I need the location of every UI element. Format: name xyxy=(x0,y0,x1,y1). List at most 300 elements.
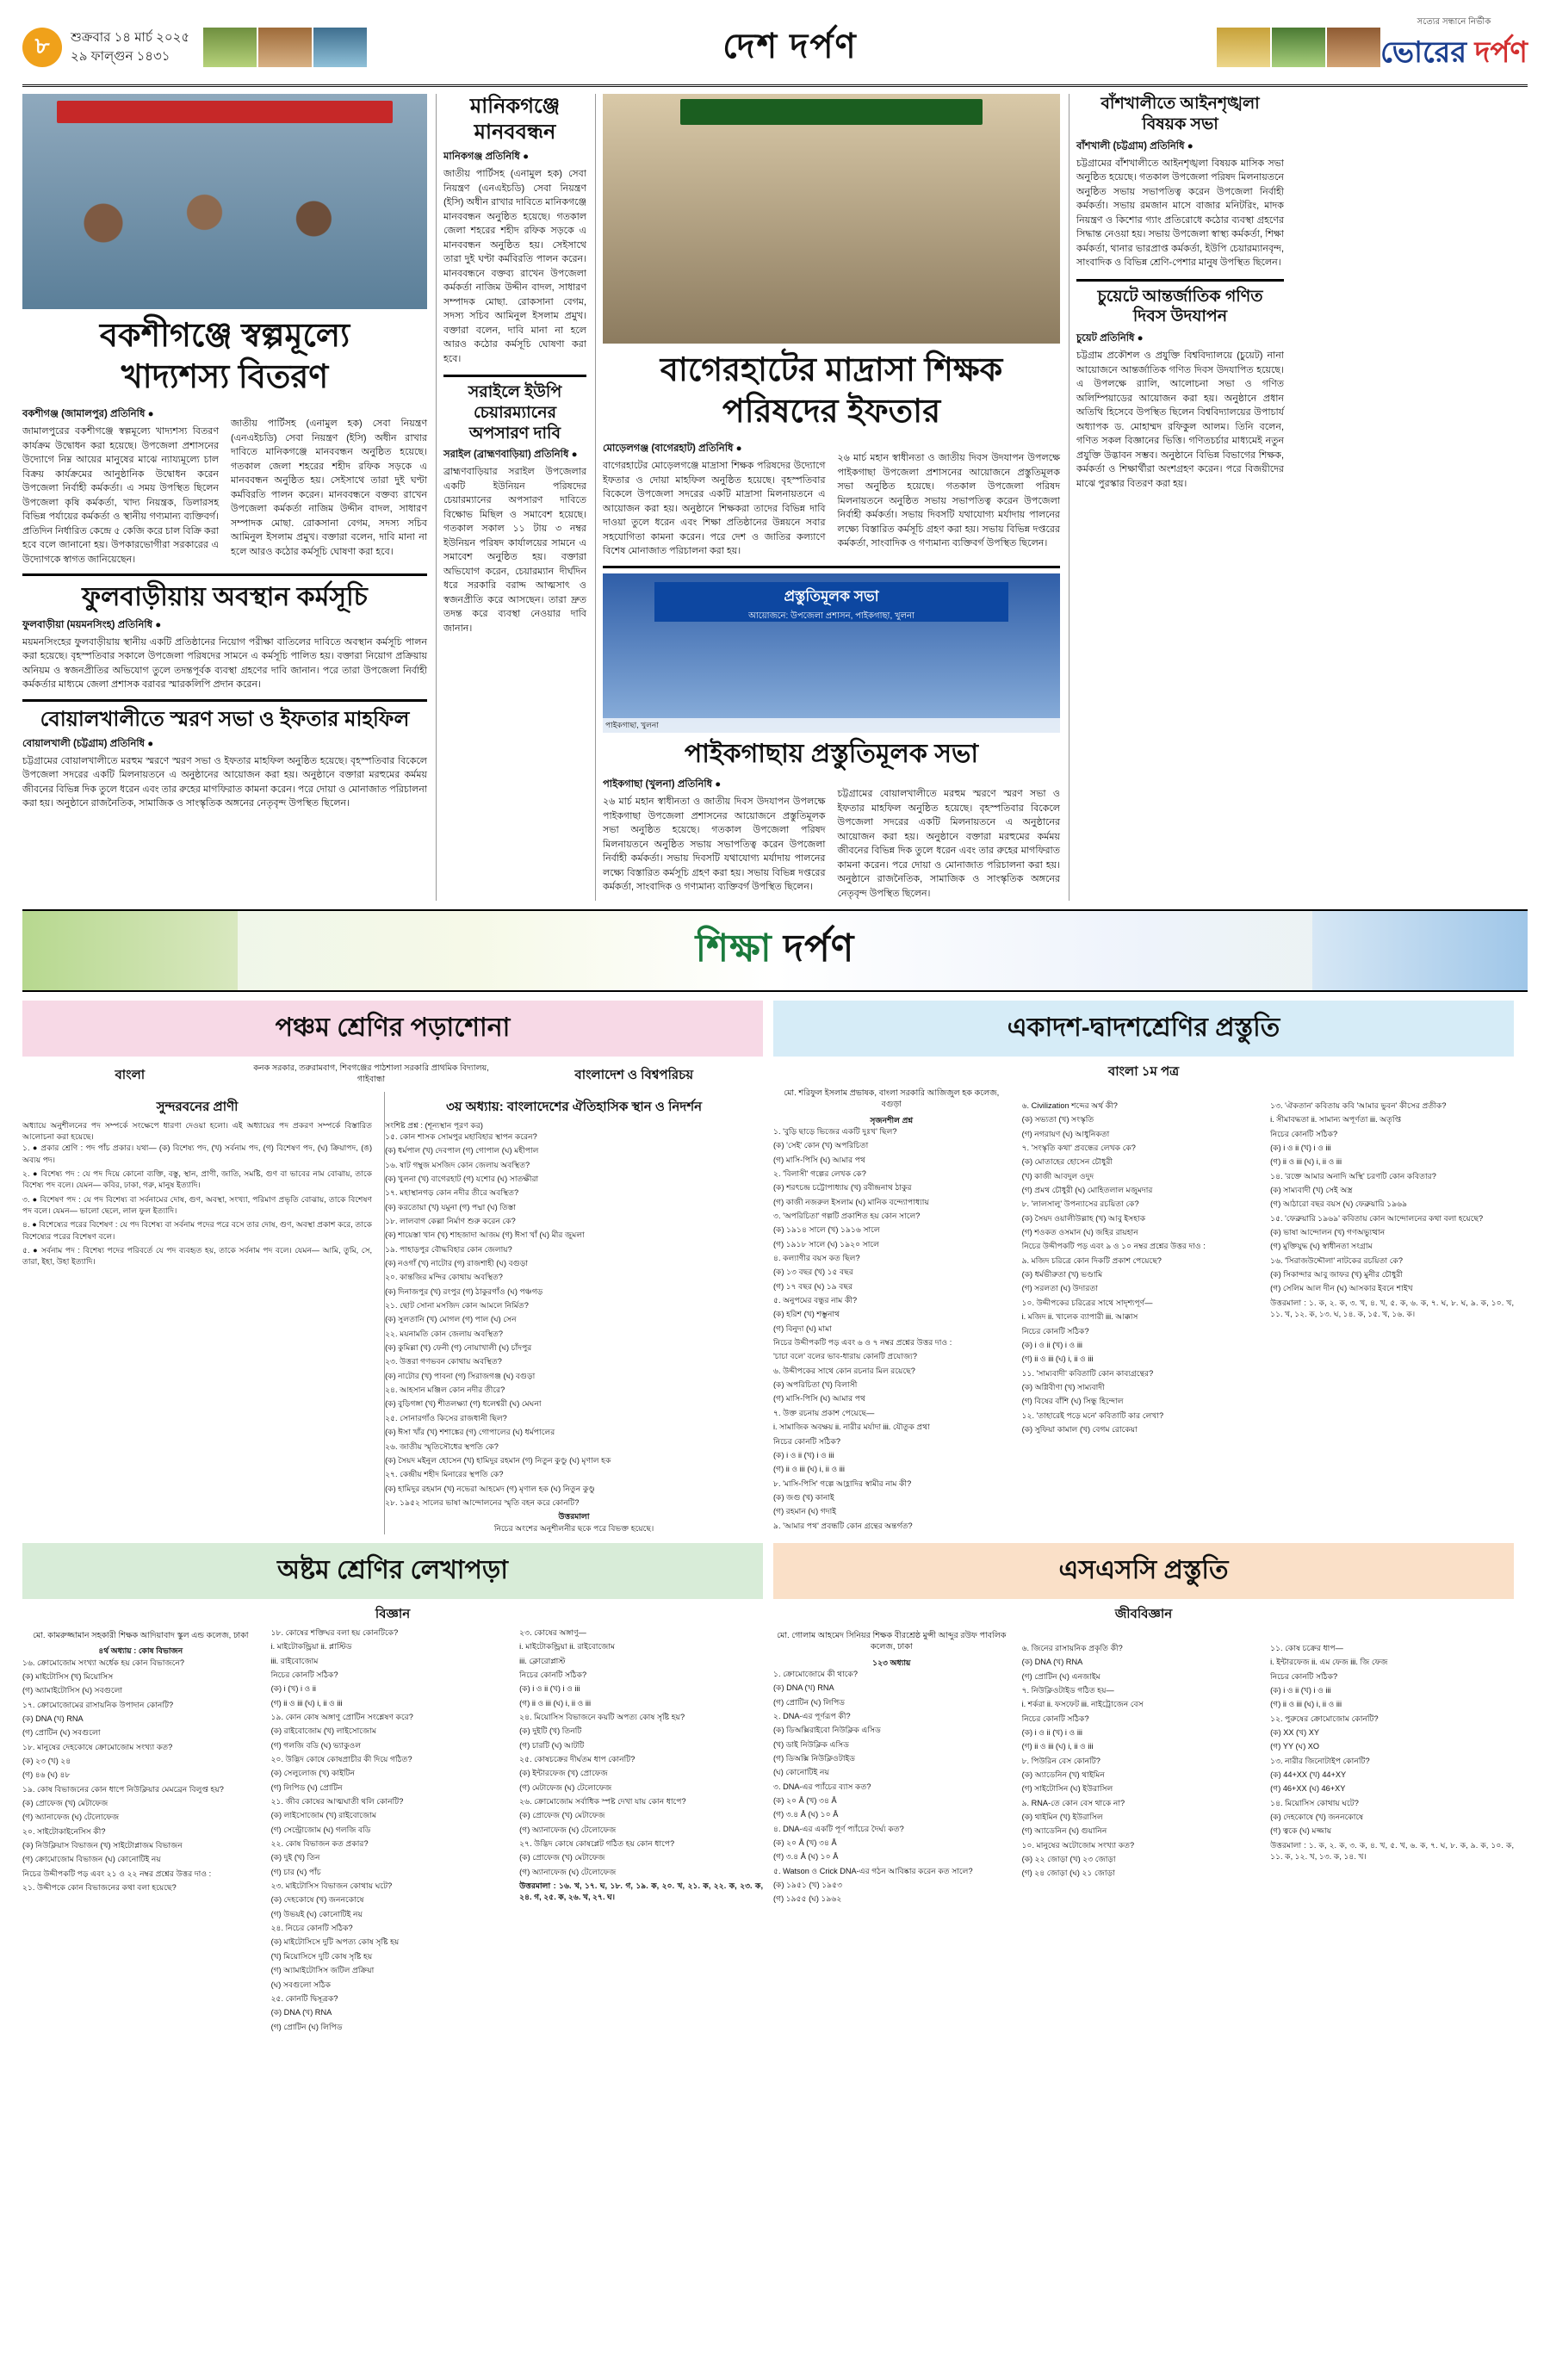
list-item: (ক) হরিশ (খ) শম্ভুনাথ xyxy=(773,1310,840,1319)
list-item: (ক) খুলনা (খ) বাগেরহাট (গ) যশোর (ঘ) সাতক্ষীরা xyxy=(385,1174,539,1183)
list-item: ২৭. উদ্ভিদ কোষে কোষপ্লেট গঠিত হয় কোন ধাপে? xyxy=(519,1839,675,1849)
paikgacha-photo-caption: পাইকগাছা, খুলনা xyxy=(603,718,1060,733)
paikgacha-banner-line2: আয়োজনে: উপজেলা প্রশাসন, পাইকগাছা, খুলনা xyxy=(748,610,914,621)
class5-answers-label: উত্তরমালা xyxy=(558,1512,590,1522)
list-item: ২৩. মাইটোসিস বিভাজন কোথায় ঘটে? xyxy=(270,1881,393,1891)
list-item: নিচের কোনটি সঠিক? xyxy=(270,1670,338,1679)
bakshiganj-body-cont: জাতীয় পার্টিসহ (এনামুল হক) সেবা নিয়ন্ত্রণ (এনএইচডি) সেবা নিয়ন্ত্রণ (ইসি) অধীন রাখার দাবিতে মানিকগঞ্জে মানববন্ধন অনুষ্ঠিত হয়েছে। গতকাল জেলা শহরের শহীদ রফিক সড়কে এ মানববন্ধন অনুষ্ঠিত হয়। সেইসাথে তারা দুই ঘণ্টা কর্মবিরতি পালন করেন। মানববন্ধনে বক্তব্য রাখেন উপজেলা কর্মকর্তা নাজিম উদ্দীন বাদল, সাধারণ সম্পাদক মোছা. রোকসানা বেগম, সদস্য সচিব আমিনুল ইসলাম প্রমুখ। বক্তারা বলেন, দাবি মানা না হলে আরও কঠোর কর্মসূচি ঘোষণা করা হবে। xyxy=(231,418,427,557)
list-item: (গ) মাসি-পিসি (ঘ) আমার পথ xyxy=(773,1155,865,1164)
bashkhali-byline: বাঁশখালী (চট্টগ্রাম) প্রতিনিধি ● xyxy=(1076,140,1194,152)
paikgacha-body-cont: চট্টগ্রামের বোয়ালখালীতে মরহুম স্মরণে স্মরণ সভা ও ইফতার মাহফিল অনুষ্ঠিত হয়েছে। বৃহস্পতিবার বিকেলে উপজেলা সদরের একটি মিলনায়তনে এ অনুষ্ঠানের আয়োজন করা হয়। অনুষ্ঠানে বক্তারা মরহুমের কর্মময় জীবনের বিভিন্ন দিক তুলে ধরেন এবং তার রুহের মাগফিরাত কামনা করেন। পরে দোয়া ও মোনাজাত পরিচালনা করা হয়। অনুষ্ঠানে রাজনৈতিক, সামাজিক ও সাংস্কৃতিক অঙ্গনের নেতৃবৃন্দ উপস্থিত ছিলেন। xyxy=(837,789,1060,899)
list-item: ৬. উদ্দীপকের সাথে কোন রচনার মিল রয়েছে? xyxy=(773,1366,915,1375)
list-item: ৪. কল্যাণীর বয়স কত ছিল? xyxy=(773,1254,860,1263)
list-item: (ক) ভাষা আন্দোলন (খ) গণঅভ্যুত্থান xyxy=(1270,1228,1386,1237)
list-item: (গ) YY (ঘ) XO xyxy=(1270,1742,1320,1751)
list-item: (গ) অ্যামাইটোসিস জটিল প্রক্রিয়া xyxy=(270,1966,375,1975)
list-item: (গ) প্রোটিন (ঘ) লিপিড xyxy=(270,2022,343,2031)
date-bangla: ২৯ ফাল্গুন ১৪৩১ xyxy=(71,49,170,64)
list-item: (গ) সেলিম আল দীন (ঘ) আসকার ইবনে শাইখ xyxy=(1270,1284,1413,1293)
list-item: (ক) কুমিল্লা (খ) ফেনী (গ) নোয়াখালী (ঘ) চাঁদপুর xyxy=(385,1343,532,1353)
list-item: উত্তরমালা : ১. ক, ২. ক, ৩. ক, ৪. খ, ৫. খ, ৬. ক, ৭. ঘ, ৮. ক, ৯. ক, ১০. ক, ১১. ক, ১২. খ, ১৩. ক, ১৪. খ। xyxy=(1270,1840,1514,1862)
bakshiganj-byline: বকশীগঞ্জ (জামালপুর) প্রতিনিধি ● xyxy=(22,409,154,419)
list-item: (ক) দুইটি (খ) তিনটি xyxy=(519,1726,582,1736)
list-item: (গ) ii ও iii (ঘ) i, ii ও iii xyxy=(773,1465,845,1474)
list-item: ১০. মানুষের অটোজোম সংখ্যা কত? xyxy=(1021,1840,1135,1850)
list-item: (খ) মিয়োসিসে দুটি কোষ সৃষ্টি হয় xyxy=(270,1951,373,1961)
list-item: নিচের উদ্দীপকটি পড় এবং ৯ ও ১০ নম্বর প্রশ্নের উত্তর দাও : xyxy=(1021,1242,1206,1251)
list-item: ২০. কান্তজির মন্দির কোথায় অবস্থিত? xyxy=(385,1273,503,1282)
list-item: (ক) দেহকোষে (খ) জননকোষে xyxy=(270,1895,364,1905)
cuet-headline-line2: দিবস উদযাপন xyxy=(1132,307,1228,326)
boyalkhali-body: চট্টগ্রামের বোয়ালখালীতে মরহুম স্মরণে স্মরণ সভা ও ইফতার মাহফিল অনুষ্ঠিত হয়েছে। বৃহস্পতিবার বিকেলে উপজেলা সদরের একটি মিলনায়তনে এ অনুষ্ঠানের আয়োজন করা হয়। অনুষ্ঠানে বক্তারা মরহুমের কর্মময় জীবনের বিভিন্ন দিক তুলে ধরেন এবং তার রুহের মাগফিরাত কামনা করেন। পরে দোয়া ও মোনাজাত পরিচালনা করা হয়। অনুষ্ঠানে রাজনৈতিক, সামাজিক ও সাংস্কৃতিক অঙ্গনের নেতৃবৃন্দ উপস্থিত ছিলেন। xyxy=(22,755,427,809)
list-item: (ক) 'সেই' কোন (খ) অপরিচিতা xyxy=(773,1141,869,1150)
list-item: নিচের কোনটি সঠিক? xyxy=(519,1670,587,1679)
list-item: (ক) নওগাঁ (খ) নাটোর (গ) রাজশাহী (ঘ) বগুড়া xyxy=(385,1259,529,1268)
list-item: (গ) উভয়ই (ঘ) কোনোটিই নয় xyxy=(270,1909,363,1918)
list-item: ১৬. ষাট গম্বুজ মসজিদ কোন জেলায় অবস্থিত? xyxy=(385,1160,530,1169)
brand-block xyxy=(1380,15,1528,79)
list-item: (ক) সৈয়দ ওয়ালীউল্লাহ (খ) আবু ইসহাক xyxy=(1021,1213,1146,1223)
list-item: (ক) প্রোফেজ (খ) মেটাফেজ xyxy=(519,1853,605,1862)
decorative-photo xyxy=(313,28,367,67)
bagerhat-photo xyxy=(603,94,1060,344)
manikganj-headline-line2: মানববন্ধন xyxy=(474,121,556,144)
list-item: উত্তরমালা : ১. ক, ২. ক, ৩. খ, ৪. খ, ৫. ক, ৬. ক, ৭. ঘ, ৮. ঘ, ৯. ক, ১০. খ, ১১. খ, ১২. ক, ১৩. ঘ, ১৪. ক, ১৫. খ, ১৬. ক। xyxy=(1270,1298,1514,1319)
class5-right-title: ৩য় অধ্যায়: বাংলাদেশের ঐতিহাসিক স্থান ও নিদর্শন xyxy=(446,1099,703,1114)
manikganj-body: জাতীয় পার্টিসহ (এনামুল হক) সেবা নিয়ন্ত্রণ (এনএইচডি) সেবা নিয়ন্ত্রণ (ইসি) অধীন রাখার দাবিতে মানিকগঞ্জে মানববন্ধন অনুষ্ঠিত হয়েছে। গতকাল জেলা শহরের শহীদ রফিক সড়কে এ মানববন্ধন অনুষ্ঠিত হয়। সেইসাথে তারা দুই ঘণ্টা কর্মবিরতি পালন করেন। মানববন্ধনে বক্তব্য রাখেন উপজেলা কর্মকর্তা নাজিম উদ্দীন বাদল, সাধারণ সম্পাদক মোছা. রোকসানা বেগম, সদস্য সচিব আমিনুল ইসলাম প্রমুখ। বক্তারা বলেন, দাবি মানা না হলে আরও কঠোর কর্মসূচি ঘোষণা করা হবে। xyxy=(443,169,586,364)
list-item: (গ) রহমান (ঘ) গদাই xyxy=(773,1507,837,1516)
list-item: (গ) চার (ঘ) পাঁচ xyxy=(270,1867,321,1876)
class5-teacher: কনক সরকার, তরুরামবাগ, শিবগঞ্জের পাঠশালা সরকারি প্রাথমিক বিদ্যালয়, গাইবান্ধা xyxy=(253,1063,489,1085)
class5-right-note: সংশিষ্ট প্রশ্ন : (শূন্যস্থান পূরণ কর) xyxy=(385,1120,483,1130)
list-item: ৭. উক্ত রচনায় প্রকাশ পেয়েছে— xyxy=(773,1408,875,1417)
list-item: ২৫. সোনারগাঁও কিসের রাজধানী ছিল? xyxy=(385,1413,507,1422)
list-item: (গ) ৩.৪ Å (ঘ) ১০ Å xyxy=(773,1810,839,1819)
list-item: (ক) XX (খ) XY xyxy=(1270,1727,1319,1737)
list-item: (ক) সেলুলোজ (খ) কাইটিন xyxy=(270,1769,355,1778)
decorative-photo xyxy=(1327,28,1380,67)
bakshiganj-body: জামালপুরের বকশীগঞ্জে স্বল্পমূল্যে খাদ্যশস্য বিতরণ কার্যক্রম উদ্বোধন করা হয়েছে। উপজেলা প্রশাসনের উদ্যোগে নিম্ন আয়ের মানুষের মাঝে ন্যায্যমূল্যে চাল বিক্রয় কার্যক্রমের আনুষ্ঠানিক উদ্বোধন করেন উপজেলা নির্বাহী কর্মকর্তা। এ সময় উপস্থিত ছিলেন উপজেলা কৃষি কর্মকর্তা, খাদ্য নিয়ন্ত্রক, ডিলারসহ বিভিন্ন পর্যায়ের কর্মকর্তা ও স্থানীয় গণ্যমান্য ব্যক্তিবর্গ। প্রতিদিন নির্ধারিত কেন্দ্রে ৫ কেজি করে চাল বিক্রি করা হবে বলে জানানো হয়। উপকারভোগীরা সরকারের এ উদ্যোগকে স্বাগত জানিয়েছেন। xyxy=(22,426,219,565)
bagerhat-headline-line1: বাগেরহাটের মাদ্রাসা শিক্ষক xyxy=(660,352,1003,388)
brand-tagline: সত্যের সন্ধানে নির্ভীক xyxy=(1417,17,1491,27)
list-item: (গ) প্রোটিন (ঘ) এনজাইম xyxy=(1021,1671,1100,1681)
list-item: (ক) সভ্যতা (খ) সংস্কৃতি xyxy=(1021,1115,1094,1125)
list-item: (ক) মোতাহের হোসেন চৌধুরী xyxy=(1021,1157,1113,1167)
news-column-1 xyxy=(22,94,427,901)
decorative-photo xyxy=(1272,28,1325,67)
class8-col1 xyxy=(22,1658,259,1894)
paikgacha-headline: পাইকগাছায় প্রস্তুতিমূলক সভা xyxy=(684,739,979,768)
class5-left-title: সুন্দরবনের প্রাণী xyxy=(156,1099,239,1114)
brand-name-main: ভোরের xyxy=(1380,36,1467,69)
class8-section-title: অষ্টম শ্রেণির লেখাপড়া xyxy=(22,1543,763,1599)
paikgacha-body: ২৬ মার্চ মহান স্বাধীনতা ও জাতীয় দিবস উদযাপন উপলক্ষে পাইকগাছা উপজেলা প্রশাসনের আয়োজনে প্রস্তুতিমূলক সভা অনুষ্ঠিত হয়েছে। গতকাল উপজেলা পরিষদ মিলনায়তনে অনুষ্ঠিত সভায় সভাপতিত্ব করেন উপজেলা নির্বাহী কর্মকর্তা। সভায় দিবসটি যথাযোগ্য মর্যাদায় পালনের লক্ষ্যে বিস্তারিত কর্মসূচি গ্রহণ করা হয়। সভায় বিভিন্ন দপ্তরের কর্মকর্তা, সাংবাদিক ও গণ্যমান্য ব্যক্তিবর্গ উপস্থিত ছিলেন। xyxy=(603,796,826,892)
class5-right-panel xyxy=(384,1092,763,1534)
list-item: (ক) DNA (খ) RNA xyxy=(1021,1658,1083,1667)
edu-banner-subtitle: দর্পণ xyxy=(783,927,855,970)
list-item: (গ) ডিঅক্সি নিউক্লিওটাইড xyxy=(773,1753,856,1763)
class11-section-title: একাদশ-দ্বাদশশ্রেণির প্রস্তুতি xyxy=(773,1001,1514,1057)
list-item: ৯. RNA-তে কোন বেস থাকে না? xyxy=(1021,1798,1125,1807)
list-item: i. সীমাবদ্ধতা ii. সামান্য অপূর্ণতা iii. অতৃপ্তি xyxy=(1270,1115,1402,1125)
bakshiganj-headline-line2: খাদ্যশস্য বিতরণ xyxy=(121,358,329,395)
sarail-headline-line3: অপসারণ দাবি xyxy=(468,424,561,443)
list-item: ৯. 'আমার পথ' প্রবন্ধটি কোন গ্রন্থের অন্তর্গত? xyxy=(773,1521,913,1530)
class5-left-panel xyxy=(22,1092,372,1534)
list-item: (ক) ১৯৫১ (খ) ১৯৫৩ xyxy=(773,1881,843,1889)
list-item: ৭. 'সংস্কৃতি কথা' প্রবন্ধের লেখক কে? xyxy=(1021,1144,1136,1153)
list-item: (গ) ii ও iii (ঘ) i, ii ও iii xyxy=(1270,1700,1342,1709)
list-item: ৬. Civilization শব্দের অর্থ কী? xyxy=(1021,1101,1118,1110)
paikgacha-byline: পাইকগাছা (খুলনা) প্রতিনিধি ● xyxy=(603,779,722,790)
list-item: নিচের উদ্দীপকটি পড় এবং ৬ ও ৭ নম্বর প্রশ্নের উত্তর দাও : xyxy=(773,1338,952,1348)
list-item: ১৫. 'ফেব্রুয়ারি ১৯৬৯' কবিতায় কোন আন্দোলনের কথা বলা হয়েছে? xyxy=(1270,1213,1484,1223)
bashkhali-body: চট্টগ্রামের বাঁশখালীতে আইনশৃঙ্খলা বিষয়ক মাসিক সভা অনুষ্ঠিত হয়েছে। গতকাল উপজেলা পরিষদ মিলনায়তনে অনুষ্ঠিত সভায় সভাপতিত্ব করেন উপজেলা নির্বাহী কর্মকর্তা। সভায় রমজান মাসে বাজার মনিটরিং, মাদক নিয়ন্ত্রণ ও কিশোর গ্যাং প্রতিরোধে কঠোর ব্যবস্থা গ্রহণের সিদ্ধান্ত নেওয়া হয়। সভায় উপজেলা স্বাস্থ্য কর্মকর্তা, শিক্ষা কর্মকর্তা, থানার ভারপ্রাপ্ত কর্মকর্তা, ইউপি চেয়ারম্যানবৃন্দ, সাংবাদিক ও বিভিন্ন শ্রেণি-পেশার মানুষ উপস্থিত ছিলেন। xyxy=(1076,158,1284,268)
list-item: ২৪. আহসান মঞ্জিল কোন নদীর তীরে? xyxy=(385,1385,505,1395)
news-column-4 xyxy=(1069,94,1284,901)
list-item: i. মাইটোকন্ড্রিয়া ii. রাইবোজোম xyxy=(519,1642,616,1652)
list-item: (গ) ii ও iii (ঘ) i, ii ও iii xyxy=(270,1698,343,1708)
list-item: (গ) ii ও iii (ঘ) i, ii ও iii xyxy=(1021,1742,1094,1751)
ssc-teacher: মো. গোলাম আহমেদ সিনিয়র শিক্ষক বীরশ্রেষ্ঠ মুন্সী আব্দুর রউফ পাবলিক কলেজ, ঢাকা xyxy=(777,1630,1007,1652)
list-item: ১২. 'তাহারেই পড়ে মনে' কবিতাটি কার লেখা? xyxy=(1021,1410,1164,1420)
list-item: ১৮. মানুষের দেহকোষে ক্রোমোজোম সংখ্যা কত? xyxy=(22,1742,173,1751)
list-item: (ক) DNA (খ) RNA xyxy=(773,1683,834,1693)
list-item: ২৩. উত্তরা গণভবন কোথায় অবস্থিত? xyxy=(385,1357,502,1367)
list-item: ২৩. কোষের অঙ্গাণু— xyxy=(519,1627,586,1637)
edu-left-column xyxy=(22,1001,763,2036)
list-item: (গ) অ্যামাইটোসিস (ঘ) সবগুলো xyxy=(22,1686,123,1695)
list-item: (ক) i ও ii (খ) i ও iii xyxy=(519,1684,580,1694)
list-item: (গ) সরলতা (ঘ) উদারতা xyxy=(1021,1284,1098,1293)
list-item: (গ) মুক্তিযুদ্ধ (ঘ) স্বাধীনতা সংগ্রাম xyxy=(1270,1242,1373,1251)
phulbaria-body: ময়মনসিংহের ফুলবাড়ীয়ায় স্থানীয় একটি প্রতিষ্ঠানের নিয়োগ পরীক্ষা বাতিলের দাবিতে অবস্থান কর্মসূচি পালন করা হয়েছে। বৃহস্পতিবার সকালে উপজেলা পরিষদের সামনে এ কর্মসূচি পালিত হয়। বক্তারা নিয়োগ প্রক্রিয়ায় অনিয়ম ও স্বজনপ্রীতির অভিযোগ তুলে তদন্তপূর্বক ব্যবস্থা গ্রহণের দাবি জানান। পরে তারা উপজেলা নির্বাহী কর্মকর্তার মাধ্যমে জেলা প্রশাসক বরাবর স্মারকলিপি প্রদান করেন। xyxy=(22,636,427,690)
class11-col2 xyxy=(1022,1100,1259,1435)
list-item: (ক) ইন্টারফেজ (খ) প্রোফেজ xyxy=(519,1769,608,1778)
list-item: (গ) 46+XX (ঘ) 46+XY xyxy=(1270,1784,1346,1794)
news-column-3 xyxy=(595,94,1060,901)
list-item: (ক) করতোয়া (খ) যমুনা (গ) পদ্মা (ঘ) তিস্তা xyxy=(385,1202,517,1212)
page-number: ৮ xyxy=(22,28,62,67)
list-item: (গ) চারটি (ঘ) আটটি xyxy=(519,1740,585,1750)
list-item: (ক) ধর্মপাল (খ) দেবপাল (গ) গোপাল (ঘ) মহীপাল xyxy=(385,1146,539,1156)
list-item: ৮. 'মাসি-পিসি' গল্পে আহ্লাদির স্বামীর নাম কী? xyxy=(773,1478,912,1488)
list-item: i. শর্করা ii. ফসফেট iii. নাইট্রোজেন বেস xyxy=(1021,1700,1144,1709)
class8-answers: উত্তরমালা : ১৬. খ, ১৭. ঘ, ১৮. গ, ১৯. ক, ২০. খ, ২১. ক, ২২. ক, ২৩. ক, ২৪. গ, ২৫. ক, ২৬. খ, ২৭. ঘ। xyxy=(519,1881,763,1902)
class5-right-subject: বাংলাদেশ ও বিশ্বপরিচয় xyxy=(574,1068,694,1082)
paikgacha-photo xyxy=(603,573,1060,733)
ssc-col2 xyxy=(1022,1643,1259,1880)
list-item: (ক) মাইটোসিস (খ) মিয়োসিস xyxy=(22,1671,114,1681)
list-item: (গ) ৪৬ (ঘ) ৪৮ xyxy=(22,1770,71,1780)
edu-banner-title: শিক্ষা xyxy=(695,927,772,970)
list-item: (গ) আঠারো বছর বয়স (ঘ) ফেব্রুয়ারি ১৯৬৯ xyxy=(1270,1199,1408,1209)
list-item: (ক) ২৩ (খ) ২৪ xyxy=(22,1756,71,1765)
list-item: ৭. নিউক্লিওটাইড গঠিত হয়— xyxy=(1021,1685,1114,1695)
list-item: (ক) ঈসা খাঁর (খ) শশাঙ্কের (গ) গোপালের (ঘ) ধর্মপালের xyxy=(385,1428,555,1437)
list-item: ৫. Watson ও Crick DNA-এর গঠন আবিষ্কার করেন কত সালে? xyxy=(773,1866,973,1875)
ssc-col1 xyxy=(773,1669,1010,1906)
list-item: (গ) প্রোটিন (ঘ) লিপিড xyxy=(773,1697,846,1707)
list-item: (ক) মাইটোসিসে দুটি অপত্য কোষ সৃষ্টি হয় xyxy=(270,1937,400,1947)
masthead-photo-strip-right xyxy=(1217,28,1380,67)
list-item: (ক) DNA (খ) RNA xyxy=(270,2008,332,2017)
class5-right-items xyxy=(385,1131,763,1509)
class5-answers: নিচের অংশের অনুশীলনীর ছকে পরে বিভক্ত হয়েছে। xyxy=(493,1523,654,1533)
list-item: ৩. 'অপরিচিতা' গল্পটি প্রকাশিত হয় কোন সালে? xyxy=(773,1212,921,1220)
masthead xyxy=(22,15,1528,87)
list-item: (গ) প্রমথ চৌধুরী (ঘ) মোহিতলাল মজুমদার xyxy=(1021,1186,1153,1195)
brand-name-accent: দর্পণ xyxy=(1474,36,1528,69)
list-item: (ক) দেহকোষে (খ) জননকোষে xyxy=(1270,1813,1364,1822)
list-item: (গ) ii ও iii (ঘ) i, ii ও iii xyxy=(1270,1157,1342,1167)
list-item: ১৪. মিয়োসিস কোথায় ঘটে? xyxy=(1270,1798,1359,1807)
list-item: ২. ● বিশেষ্য পদ : যে পদ দিয়ে কোনো ব্যক্তি, বস্তু, স্থান, প্রাণী, জাতি, সমষ্টি, গুণ বা ভাবের নাম বোঝায়, তাকে বিশেষ্য পদ বলে। যেমন— কবির, ঢাকা, গরু, মানুষ ইত্যাদি। xyxy=(22,1168,373,1190)
list-item: ১৫. কোন শাসক সোমপুর মহাবিহার স্থাপন করেন? xyxy=(385,1131,537,1141)
list-item: ২৬. জাতীয় স্মৃতিসৌধের স্থপতি কে? xyxy=(385,1441,499,1451)
ssc-col3 xyxy=(1270,1643,1514,1863)
list-item: (ক) হামিদুর রহমান (খ) নভেরা আহমেদ (গ) মৃণাল হক (ঘ) নিতুন কুণ্ডু xyxy=(385,1484,596,1493)
list-item: (গ) ii ও iii (ঘ) i, ii ও iii xyxy=(1021,1354,1094,1364)
paikgacha-banner-line1: প্রস্তুতিমূলক সভা xyxy=(784,587,879,604)
list-item: (ক) জগু (খ) কানাই xyxy=(773,1492,834,1502)
list-item: (ক) ধর্মভীরুতা (খ) ভণ্ডামি xyxy=(1021,1270,1103,1280)
list-item: (গ) কাজী নজরুল ইসলাম (ঘ) মানিক বন্দ্যোপাধ্যায় xyxy=(773,1197,929,1206)
list-item: (ক) দুই (খ) তিন xyxy=(270,1853,320,1862)
list-item: (ক) প্রোফেজ (খ) মেটাফেজ xyxy=(22,1798,108,1807)
list-item: (গ) ২৪ জোড়া (ঘ) ২১ জোড়া xyxy=(1021,1869,1115,1878)
edu-right-column xyxy=(773,1001,1514,2036)
list-item: (ক) লাইসোজোম (খ) রাইবোজোম xyxy=(270,1811,376,1820)
list-item: (গ) নগরায়ণ (ঘ) আধুনিকতা xyxy=(1021,1129,1110,1138)
list-item: (গ) বিনুদা (ঘ) মামা xyxy=(773,1323,832,1333)
sarail-byline: সরাইল (ব্রাহ্মণবাড়িয়া) প্রতিনিধি ● xyxy=(443,449,578,461)
list-item: (ক) বুড়িগঙ্গা (খ) শীতলক্ষ্যা (গ) ধলেশ্বরী (ঘ) মেঘনা xyxy=(385,1399,542,1409)
list-item: (গ) ১৯৫৫ (ঘ) ১৯৬২ xyxy=(773,1894,842,1904)
list-item: ২৪. নিচের কোনটি সঠিক? xyxy=(270,1924,353,1933)
list-item: ২৬. ক্রোমোজোম সর্বাধিক স্পষ্ট দেখা যায় কোন ধাপে? xyxy=(519,1797,686,1807)
list-item: (ক) i ও ii (খ) i ও iii xyxy=(1270,1685,1331,1695)
list-item: (গ) সেন্ট্রোজোম (ঘ) গলজি বডি xyxy=(270,1825,371,1834)
sarail-headline-line2: চেয়ারম্যানের xyxy=(473,403,557,422)
sarail-headline-line1: সরাইলে ইউপি xyxy=(468,383,562,401)
class11-subject: বাংলা ১ম পত্র xyxy=(1107,1064,1180,1079)
list-item: iii. রাইবোজোম xyxy=(270,1656,319,1665)
list-item: ১৯. কোষ বিভাজনের কোন ধাপে নিউক্লিয়ার মেমব্রেন বিলুপ্ত হয়? xyxy=(22,1784,224,1794)
banner-decoration-right xyxy=(1312,911,1528,990)
list-item: (খ) ডাই নিউক্লিক এসিড xyxy=(773,1739,849,1749)
list-item: (ক) অগ্নিবীণা (খ) সাম্যবাদী xyxy=(1021,1382,1105,1391)
list-item: ৩. ● বিশেষণ পদ : যে পদ বিশেষ্য বা সর্বনামের দোষ, গুণ, অবস্থা, সংখ্যা, পরিমাণ প্রভৃতি বোঝায়, তাকে বিশেষণ পদ বলে। যেমন— ভালো ছেলে, লাল ফুল ইত্যাদি। xyxy=(22,1194,373,1215)
list-item: (ক) ১৯১৪ সালে (খ) ১৯১৬ সালে xyxy=(773,1225,880,1235)
phulbaria-headline: ফুলবাড়ীয়ায় অবস্থান কর্মসূচি xyxy=(82,583,368,611)
class8-teacher: মো. কামরুজ্জামান সহকারী শিক্ষক আদিয়াবাদ স্কুল এন্ড কলেজ, ঢাকা xyxy=(33,1630,249,1640)
list-item: ১২. পুরুষের ক্রোমোজোম কোনটি? xyxy=(1270,1714,1379,1723)
list-item: ৮. 'লালসালু' উপন্যাসের রচয়িতা কে? xyxy=(1021,1199,1139,1209)
decorative-photo xyxy=(203,28,257,67)
class8-subject: বিজ্ঞান xyxy=(375,1606,411,1621)
decorative-photo xyxy=(258,28,312,67)
cuet-byline: চুয়েট প্রতিনিধি ● xyxy=(1076,333,1144,344)
list-item: ১৬. 'সিরাজউদ্দৌলা' নাটকের রচয়িতা কে? xyxy=(1270,1255,1403,1265)
list-item: (গ) ৩.৪ Å (ঘ) ১০ Å xyxy=(773,1852,839,1862)
list-item: (ক) শরৎচন্দ্র চট্টোপাধ্যায় (খ) রবীন্দ্রনাথ ঠাকুর xyxy=(773,1183,912,1193)
education-section-banner xyxy=(22,909,1528,992)
class5-left-intro: অধ্যায়ে অনুশীলনের পদ সম্পর্কে সংক্ষেপে ধারণা দেওয়া হলো। এই অধ্যায়ের পদ প্রকরণ সম্পর্কে বিস্তারিত আলোচনা করা হয়েছে। xyxy=(22,1120,373,1141)
class8-col3 xyxy=(519,1627,763,1904)
list-item: ২১. উদ্দীপকে কোন বিভাজনের কথা বলা হয়েছে? xyxy=(22,1883,177,1893)
list-item: ১৭. ক্রোমোজোমের রাসায়নিক উপাদান কোনটি? xyxy=(22,1700,174,1709)
list-item: (ক) 44+XX (খ) 44+XY xyxy=(1270,1770,1347,1779)
list-item: ৯. মজিদ চরিত্রে কোন দিকটি প্রকাশ পেয়েছে? xyxy=(1021,1255,1162,1265)
list-item: ৪. ● বিশেষ্যের পরের বিশেষণ : যে পদ বিশেষ্য বা সর্বনাম পদের পরে বসে তার দোষ, গুণ, অবস্থা প্রকাশ করে, তাকে বিশেষ্যের পরের বিশেষণ বলে। xyxy=(22,1220,373,1241)
list-item: ২৭. কেন্দ্রীয় শহীদ মিনারের স্থপতি কে? xyxy=(385,1470,504,1479)
list-item: ১৩. 'ঐকতান' কবিতায় কবি 'আমার ভুবন' কীসের প্রতীক? xyxy=(1270,1101,1447,1110)
bakshiganj-photo xyxy=(22,94,427,309)
list-item: (ক) সাম্যবাদী (খ) সেই অস্ত্র xyxy=(1270,1186,1353,1195)
manikganj-byline: মানিকগঞ্জ প্রতিনিধি ● xyxy=(443,152,530,162)
list-item: (ক) ১৩ বছর (খ) ১৫ বছর xyxy=(773,1267,853,1277)
list-item: ৪. DNA-এর একটি পূর্ণ প্যাঁচের দৈর্ঘ্য কত? xyxy=(773,1824,904,1833)
list-item: ৮. পিউরিন বেস কোনটি? xyxy=(1021,1756,1100,1765)
list-item: ১১. 'সাম্যবাদী' কবিতাটি কোন কাব্যগ্রন্থের? xyxy=(1021,1368,1154,1378)
date-gregorian: শুক্রবার ১৪ মার্চ ২০২৫ xyxy=(71,29,190,45)
bashkhali-headline-line2: বিষয়ক সভা xyxy=(1142,115,1218,133)
list-item: ২০. সাইটোকাইনেসিস কী? xyxy=(22,1826,106,1836)
list-item: i. ইন্টারফেজ ii. এম ফেজ iii. জি ফেজ xyxy=(1270,1658,1388,1667)
list-item: (ক) নাটোর (খ) পাবনা (গ) সিরাজগঞ্জ (ঘ) বগুড়া xyxy=(385,1371,536,1380)
bakshiganj-headline-line1: বকশীগঞ্জে স্বল্পমূল্যে xyxy=(99,318,350,354)
list-item: (গ) ১৯১৮ সালে (ঘ) ১৯২০ সালে xyxy=(773,1239,879,1249)
list-item: ২. 'বিলাসী' গল্পের লেখক কে? xyxy=(773,1168,866,1178)
bashkhali-headline-line1: বাঁশখালীতে আইনশৃঙ্খলা xyxy=(1100,95,1260,113)
list-item: ২৪. মিয়োসিস বিভাজনে কয়টি অপত্য কোষ সৃষ্টি হয়? xyxy=(519,1712,685,1721)
class11-part-label: সৃজনশীল প্রশ্ন xyxy=(870,1115,914,1125)
list-item: নিচের কোনটি সঠিক? xyxy=(1270,1671,1338,1681)
list-item: ২১. জীব কোষের আত্মঘাতী থলি কোনটি? xyxy=(270,1797,404,1807)
list-item: নিচের কোনটি সঠিক? xyxy=(773,1436,841,1446)
list-item: ২০. উদ্ভিদ কোষে কোষপ্রাচীর কী দিয়ে গঠিত? xyxy=(270,1755,412,1763)
list-item: (ঘ) কোনোটিই নয় xyxy=(773,1768,829,1777)
list-item: ৫. ● সর্বনাম পদ : বিশেষ্য পদের পরিবর্তে যে পদ ব্যবহৃত হয়, তাকে সর্বনাম পদ বলে। যেমন— আমি, তুমি, সে, তারা, ইহা, উহা ইত্যাদি। xyxy=(22,1246,373,1267)
class5-left-subject: বাংলা xyxy=(115,1068,146,1082)
date-block xyxy=(71,28,200,67)
list-item: (ক) রাইবোজোম (খ) লাইসোজোম xyxy=(270,1726,376,1736)
boyalkhali-byline: বোয়ালখালী (চট্টগ্রাম) প্রতিনিধি ● xyxy=(22,738,154,749)
list-item: (ক) ২০ Å (খ) ৩৪ Å xyxy=(773,1838,837,1847)
decorative-photo xyxy=(1217,28,1270,67)
education-content xyxy=(22,1001,1528,2036)
list-item: (গ) প্রোটিন (ঘ) সবগুলো xyxy=(22,1728,101,1738)
list-item: (গ) বিষের বাঁশি (ঘ) সিন্ধু হিন্দোল xyxy=(1021,1397,1124,1406)
list-item: (গ) শওকত ওসমান (ঘ) জহির রায়হান xyxy=(1021,1228,1138,1237)
list-item: (গ) অ্যানাফেজ (ঘ) টেলোফেজ xyxy=(519,1825,617,1834)
list-item: ১৮. লালবাগ কেল্লা নির্মাণ শুরু করেন কে? xyxy=(385,1217,516,1225)
list-item: i. মাইটোকন্ড্রিয়া ii. প্লাস্টিড xyxy=(270,1642,352,1652)
class8-chapter: ৪র্থ অধ্যায় : কোষ বিভাজন xyxy=(98,1646,183,1656)
list-item: (ক) DNA (খ) RNA xyxy=(22,1714,84,1723)
list-item: ১০. উদ্দীপকের চরিত্রের সাথে সাদৃশ্যপূর্ণ— xyxy=(1021,1298,1153,1307)
list-item: (গ) অ্যানাফেজ (ঘ) টেলোফেজ xyxy=(22,1813,120,1822)
list-item: ১৯. কোন কোষ অঙ্গাণু প্রোটিন সংশ্লেষণ করে? xyxy=(270,1712,413,1721)
list-item: নিচের কোনটি সঠিক? xyxy=(1270,1129,1338,1138)
list-item: (ক) ২২ জোড়া (খ) ২৩ জোড়া xyxy=(1021,1855,1116,1864)
list-item: (গ) মাসি-পিসি (ঘ) আমার পথ xyxy=(773,1394,865,1404)
bagerhat-body: বাগেরহাটের মোড়েলগঞ্জে মাদ্রাসা শিক্ষক পরিষদের উদ্যোগে ইফতার ও দোয়া মাহফিল অনুষ্ঠিত হয়েছে। বৃহস্পতিবার বিকেলে উপজেলা সদরের একটি মাদ্রাসা মিলনায়তনে এ আয়োজন করা হয়। অনুষ্ঠানে শিক্ষকরা তাদের বিভিন্ন দাবি দাওয়া তুলে ধরেন এবং শিক্ষা প্রতিষ্ঠানের উন্নয়নে সবার সহযোগিতা কামনা করেন। পরে দেশ ও জাতির কল্যাণে বিশেষ মোনাজাত পরিচালনা করা হয়। xyxy=(603,461,826,556)
list-item: (ক) সিকান্দার আবু জাফর (খ) মুনীর চৌধুরী xyxy=(1270,1270,1403,1280)
list-item: (গ) লিপিড (ঘ) প্রোটিন xyxy=(270,1782,343,1792)
list-item: ১. ক্রোমোজোমে কী থাকে? xyxy=(773,1669,858,1678)
list-item: (ঘ) সবগুলো সঠিক xyxy=(270,1980,332,1989)
masthead-photo-strip-left xyxy=(203,28,367,67)
list-item: (ক) থাইমিন (খ) ইউরাসিল xyxy=(1021,1813,1103,1822)
list-item: ২৫. কোনটি দ্বিসূত্রক? xyxy=(270,1993,338,2003)
news-column-2 xyxy=(436,94,586,901)
list-item: (ক) সুলতানি (খ) মোগল (গ) পাল (ঘ) সেন xyxy=(385,1315,517,1324)
list-item: ৫. অনুপমের বন্ধুর নাম কী? xyxy=(773,1296,858,1305)
list-item: (গ) মেটাফেজ (ঘ) টেলোফেজ xyxy=(519,1782,612,1792)
ssc-chapter: ১২৩ অধ্যায় xyxy=(872,1658,911,1667)
list-item: ১৯. পাহাড়পুর বৌদ্ধবিহার কোন জেলায়? xyxy=(385,1244,512,1254)
list-item: ৩. DNA-এর প্যাঁচের ব্যাস কত? xyxy=(773,1782,871,1791)
class11-teacher: মো. শরিফুল ইসলাম প্রভাষক, বাংলা সরকারি আজিজুল হক কলেজ, বগুড়া xyxy=(784,1088,1000,1110)
section-title: দেশ দর্পণ xyxy=(722,27,858,65)
list-item: ১৩. নারীর জিনোটাইপ কোনটি? xyxy=(1270,1756,1370,1765)
list-item: (গ) ক্রোমোজোম বিভাজন (ঘ) কোনোটিই নয় xyxy=(22,1855,161,1864)
boyalkhali-headline: বোয়ালখালীতে স্মরণ সভা ও ইফতার মাহফিল xyxy=(40,707,410,731)
list-item: (ক) দিনাজপুর (খ) রংপুর (গ) ঠাকুরগাঁও (ঘ) পঞ্চগড় xyxy=(385,1286,543,1296)
class5-section-title: পঞ্চম শ্রেণির পড়াশোনা xyxy=(22,1001,763,1057)
list-item: (ক) নিউক্লিয়াস বিভাজন (খ) সাইটোপ্লাজম বিভাজন xyxy=(22,1841,183,1850)
list-item: (ক) প্রোফেজ (খ) মেটাফেজ xyxy=(519,1811,605,1820)
list-item: (গ) ১৭ বছর (ঘ) ১৯ বছর xyxy=(773,1281,853,1291)
list-item: ১৮. কোষের শক্তিঘর বলা হয় কোনটিকে? xyxy=(270,1627,399,1637)
class5-left-items xyxy=(22,1143,372,1267)
list-item: ১৭. মহাস্থানগড় কোন নদীর তীরে অবস্থিত? xyxy=(385,1188,519,1198)
list-item: নিচের কোনটি সঠিক? xyxy=(1021,1326,1089,1336)
cuet-body: চট্টগ্রাম প্রকৌশল ও প্রযুক্তি বিশ্ববিদ্যালয়ে (চুয়েট) নানা আয়োজনে আন্তর্জাতিক গণিত দিবস উদযাপিত হয়েছে। এ উপলক্ষে র‍্যালি, আলোচনা সভা ও গণিত অলিম্পিয়াডের আয়োজন করা হয়। অনুষ্ঠানে প্রধান অতিথি হিসেবে উপস্থিত ছিলেন বিশ্ববিদ্যালয়ের উপাচার্য অধ্যাপক ড. মোহাম্মদ রফিকুল আলম। তিনি বলেন, গণিত সকল বিজ্ঞানের ভিত্তি। গণিতচর্চার মাধ্যমেই নতুন প্রযুক্তি উদ্ভাবন সম্ভব। অনুষ্ঠানে বিভিন্ন বিভাগের শিক্ষক, কর্মকর্তা ও শিক্ষার্থীরা অংশগ্রহণ করেন। পরে বিজয়ীদের মাঝে পুরস্কার বিতরণ করা হয়। xyxy=(1076,350,1284,489)
bagerhat-headline-line2: পরিষদের ইফতার xyxy=(722,393,941,430)
list-item: ১১. কোষ চক্রের ধাপ— xyxy=(1270,1643,1343,1652)
list-item: (ক) অপরিচিতা (খ) বিলাসী xyxy=(773,1380,858,1390)
list-item: ২. DNA-এর পূর্ণরূপ কী? xyxy=(773,1711,851,1720)
list-item: (ক) i ও ii (খ) i ও iii xyxy=(1021,1727,1082,1737)
list-item: (ক) i (খ) i ও ii xyxy=(270,1684,316,1694)
list-item: (ক) সৈয়দ মইনুল হোসেন (খ) হামিদুর রহমান (গ) নিতুন কুণ্ডু (ঘ) মৃণাল হক xyxy=(385,1455,611,1465)
cuet-headline-line1: চুয়েটে আন্তর্জাতিক গণিত xyxy=(1097,287,1263,306)
list-item: (খ) কাজী আবদুল ওদুদ xyxy=(1021,1171,1094,1181)
bagerhat-byline: মোড়েলগঞ্জ (বাগেরহাট) প্রতিনিধি ● xyxy=(603,443,742,454)
class8-col2 xyxy=(271,1627,508,2033)
class11-col1 xyxy=(773,1126,1010,1532)
phulbaria-byline: ফুলবাড়ীয়া (ময়মনসিংহ) প্রতিনিধি ● xyxy=(22,619,162,630)
list-item: (ক) i ও ii (খ) i ও iii xyxy=(1021,1340,1082,1349)
list-item: (ক) অ্যাডেনিন (খ) থাইমিন xyxy=(1021,1770,1105,1779)
list-item: (গ) সাইটোসিন (ঘ) ইউরাসিল xyxy=(1021,1784,1113,1794)
list-item: (ক) শায়েস্তা খান (খ) শাহজাদা আজম (গ) ঈসা খাঁ (ঘ) মীর জুমলা xyxy=(385,1230,585,1240)
list-item: ১. 'বুড়ি ছাড়ে ভিজের একটি দুঃখ' ছিল? xyxy=(773,1126,897,1136)
list-item: ১. ● প্রকার শ্রেণি : পদ পাঁচ প্রকার। যথা— (ক) বিশেষ্য পদ, (খ) সর্বনাম পদ, (গ) বিশেষণ পদ, (ঘ) ক্রিয়াপদ, (ঙ) অব্যয় পদ। xyxy=(22,1144,373,1164)
list-item: নিচের উদ্দীপকটি পড় এবং ২১ ও ২২ নম্বর প্রশ্নের উত্তর দাও : xyxy=(22,1869,212,1878)
list-item: (ক) ২০ Å (খ) ৩৪ Å xyxy=(773,1795,837,1805)
list-item: (ক) i ও ii (খ) i ও iii xyxy=(1270,1144,1331,1153)
list-item: (ক) i ও ii (খ) i ও iii xyxy=(773,1450,834,1460)
bagerhat-body-cont: ২৬ মার্চ মহান স্বাধীনতা ও জাতীয় দিবস উদযাপন উপলক্ষে পাইকগাছা উপজেলা প্রশাসনের আয়োজনে প্রস্তুতিমূলক সভা অনুষ্ঠিত হয়েছে। গতকাল উপজেলা পরিষদ মিলনায়তনে অনুষ্ঠিত সভায় সভাপতিত্ব করেন উপজেলা নির্বাহী কর্মকর্তা। সভায় দিবসটি যথাযোগ্য মর্যাদায় পালনের লক্ষ্যে বিস্তারিত কর্মসূচি গ্রহণ করা হয়। সভায় বিভিন্ন দপ্তরের কর্মকর্তা, সাংবাদিক ও গণ্যমান্য ব্যক্তিবর্গ উপস্থিত ছিলেন। xyxy=(837,453,1060,549)
banner-decoration-left xyxy=(22,911,238,990)
list-item: i. মজিদ ii. খালেক ব্যাপারী iii. আক্কাস xyxy=(1021,1312,1138,1322)
list-item: ২৮. ১৯৫২ সালের ভাষা আন্দোলনের স্মৃতি বহন করে কোনটি? xyxy=(385,1497,580,1507)
list-item: 'চাচা বলে' বলের ভাব-ধারায় কোনটি প্রযোজ্য? xyxy=(773,1352,917,1361)
